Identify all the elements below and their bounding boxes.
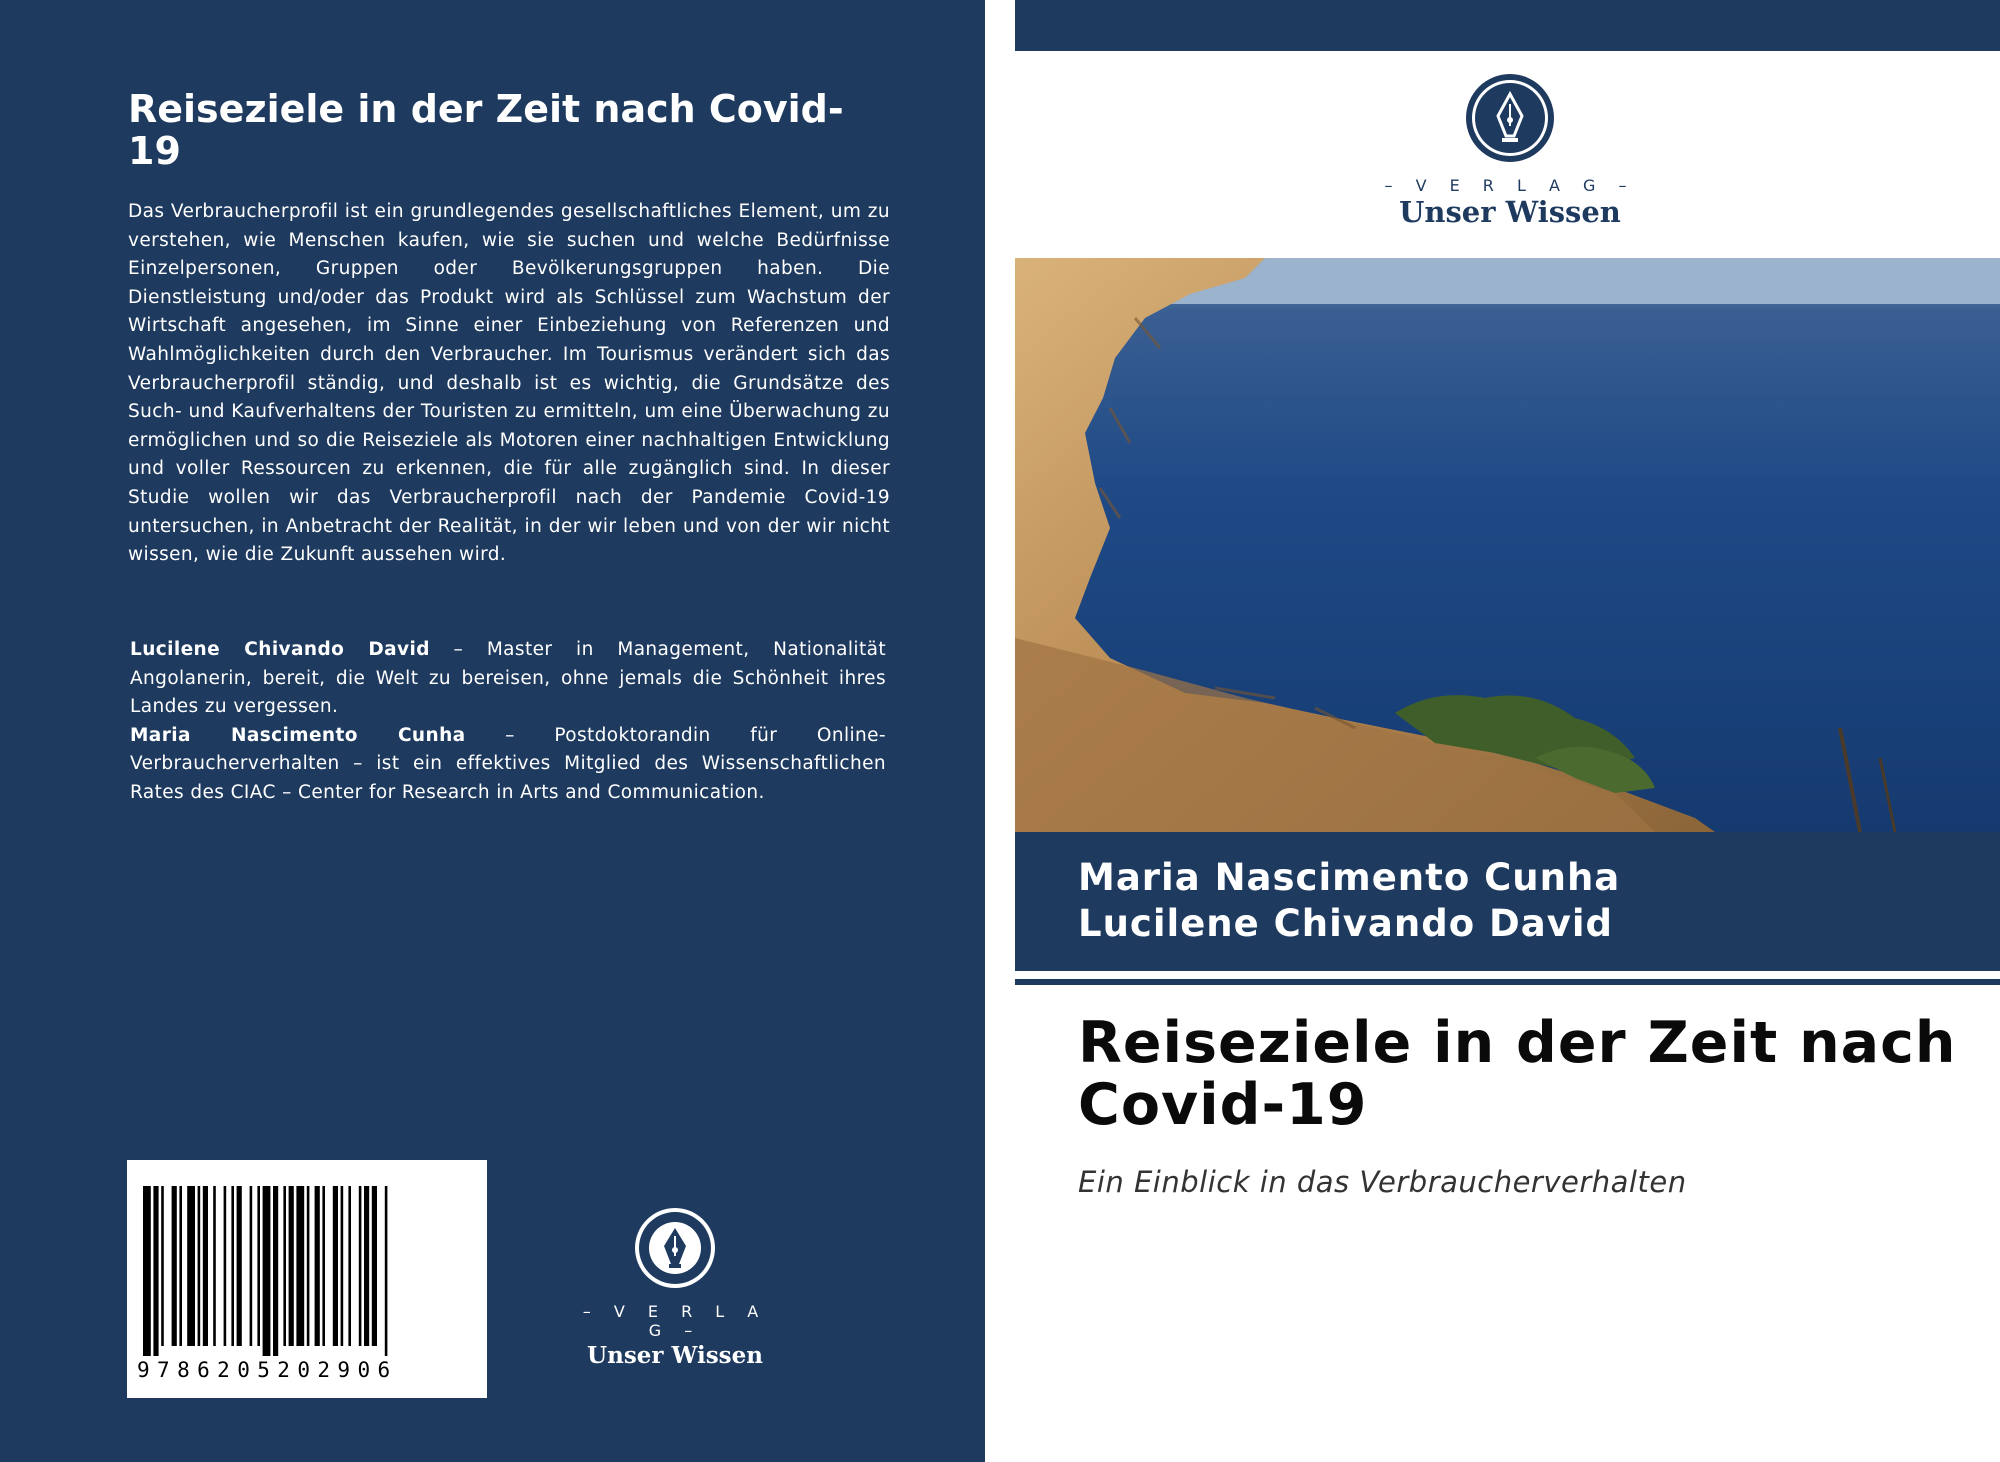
barcode-bar bbox=[143, 1186, 151, 1356]
publisher-logo-front bbox=[1355, 72, 1665, 229]
barcode-bar bbox=[283, 1186, 286, 1346]
top-band bbox=[1015, 0, 2000, 51]
barcode-bar bbox=[307, 1186, 310, 1346]
author-bio bbox=[130, 722, 886, 808]
barcode-bar bbox=[341, 1186, 344, 1346]
barcode-bar bbox=[179, 1186, 182, 1346]
barcode-bar bbox=[172, 1186, 177, 1346]
barcode bbox=[143, 1186, 471, 1356]
pen-nib-icon bbox=[633, 1206, 717, 1290]
barcode-bar bbox=[187, 1186, 195, 1346]
barcode-bar bbox=[203, 1186, 208, 1346]
cover-photo-cliff-sea bbox=[1015, 258, 2000, 832]
front-cover-title: Reiseziele in der Zeit nach Covid-19 bbox=[1078, 1010, 1957, 1138]
isbn-barcode bbox=[127, 1160, 487, 1398]
barcode-bar bbox=[213, 1186, 216, 1346]
back-cover bbox=[0, 0, 985, 1462]
publisher-name: Unser Wissen bbox=[1399, 195, 1621, 229]
barcode-bar bbox=[322, 1186, 325, 1346]
author-bio-name: Maria Nascimento Cunha bbox=[130, 724, 466, 746]
front-cover-subtitle: Ein Einblick in das Verbraucherverhalten bbox=[1078, 1165, 1687, 1199]
author-name: Lucilene Chivando David bbox=[1078, 902, 1613, 945]
publisher-logo-back bbox=[570, 1206, 780, 1369]
barcode-bar bbox=[296, 1186, 304, 1346]
barcode-bar bbox=[315, 1186, 320, 1346]
barcode-bar bbox=[289, 1186, 294, 1346]
barcode-bar bbox=[153, 1186, 158, 1356]
back-cover-blurb: Das Verbraucherprofil ist ein grundlegendes gesellschaftliches Element, um zu verstehen, wie Menschen kaufen, wie sie suchen und welche Bedürfnisse Einzelpersonen, Gruppen oder Bevölkerungsgruppen haben. Die Dienstleistung und/oder das Produkt wird als Schlüssel zum Wachstum der Wirtschaft angesehen, im Sinne einer Einbeziehung von Referenzen und Wahlmöglichkeiten durch den Verbraucher. Im Tourismus verändert sich das Verbraucherprofil ständig, und deshalb ist es wichtig, die Grundsätze des Such- und Kaufverhaltens der Touristen zu ermitteln, um eine Überwachung zu ermöglichen und so die Reiseziele als Motoren einer nachhaltigen Entwicklung und voller Ressourcen zu erkennen, die für alle zugänglich sind. In dieser Studie wollen wir das Verbraucherprofil nach der Pandemie Covid-19 untersuchen, in Anbetracht der Realität, in der wir leben und von der wir nicht wissen, wie die Zukunft aussehen wird. bbox=[128, 201, 890, 566]
barcode-bar bbox=[348, 1186, 351, 1346]
barcode-bar bbox=[257, 1186, 260, 1346]
barcode-bar bbox=[161, 1186, 164, 1346]
barcode-bar bbox=[385, 1186, 388, 1356]
publisher-verlag-label: – V E R L A G – bbox=[1384, 176, 1636, 195]
barcode-bar bbox=[224, 1186, 227, 1346]
authors-band bbox=[1015, 832, 2000, 971]
back-cover-title: Reiseziele in der Zeit nach Covid-19 bbox=[128, 87, 844, 173]
barcode-bar bbox=[198, 1186, 201, 1346]
barcode-bar bbox=[263, 1186, 271, 1356]
barcode-bar bbox=[237, 1186, 242, 1346]
barcode-bar bbox=[273, 1186, 278, 1356]
isbn-number: 9786205202906 bbox=[137, 1358, 398, 1382]
barcode-bar bbox=[364, 1186, 369, 1346]
barcode-bar bbox=[250, 1186, 253, 1346]
author-bio-text: – Postdoktorandin für Online-Verbraucherverhalten – ist ein effektives Mitglied des Wissenschaftlichen Rates des CIAC – Center for Research in Arts and Communication. bbox=[130, 724, 887, 803]
author-bio-text: – Master in Management, Nationalität Angolanerin, bereit, die Welt zu bereisen, ohne jemals die Schönheit ihres Landes zu vergessen. bbox=[130, 639, 886, 718]
barcode-bar bbox=[231, 1186, 234, 1346]
author-name: Maria Nascimento Cunha bbox=[1078, 856, 1621, 899]
publisher-name: Unser Wissen bbox=[587, 1342, 763, 1369]
author-bio bbox=[130, 636, 886, 722]
barcode-bar bbox=[372, 1186, 377, 1346]
barcode-bar bbox=[333, 1186, 338, 1346]
barcode-bar bbox=[359, 1186, 362, 1346]
author-bio-name: Lucilene Chivando David bbox=[130, 639, 430, 660]
divider-rule bbox=[1015, 979, 2000, 985]
author-bios bbox=[130, 636, 886, 808]
front-cover bbox=[1015, 0, 2000, 1462]
pen-nib-icon bbox=[1464, 72, 1556, 164]
publisher-verlag-label: – V E R L A G – bbox=[582, 1302, 768, 1340]
